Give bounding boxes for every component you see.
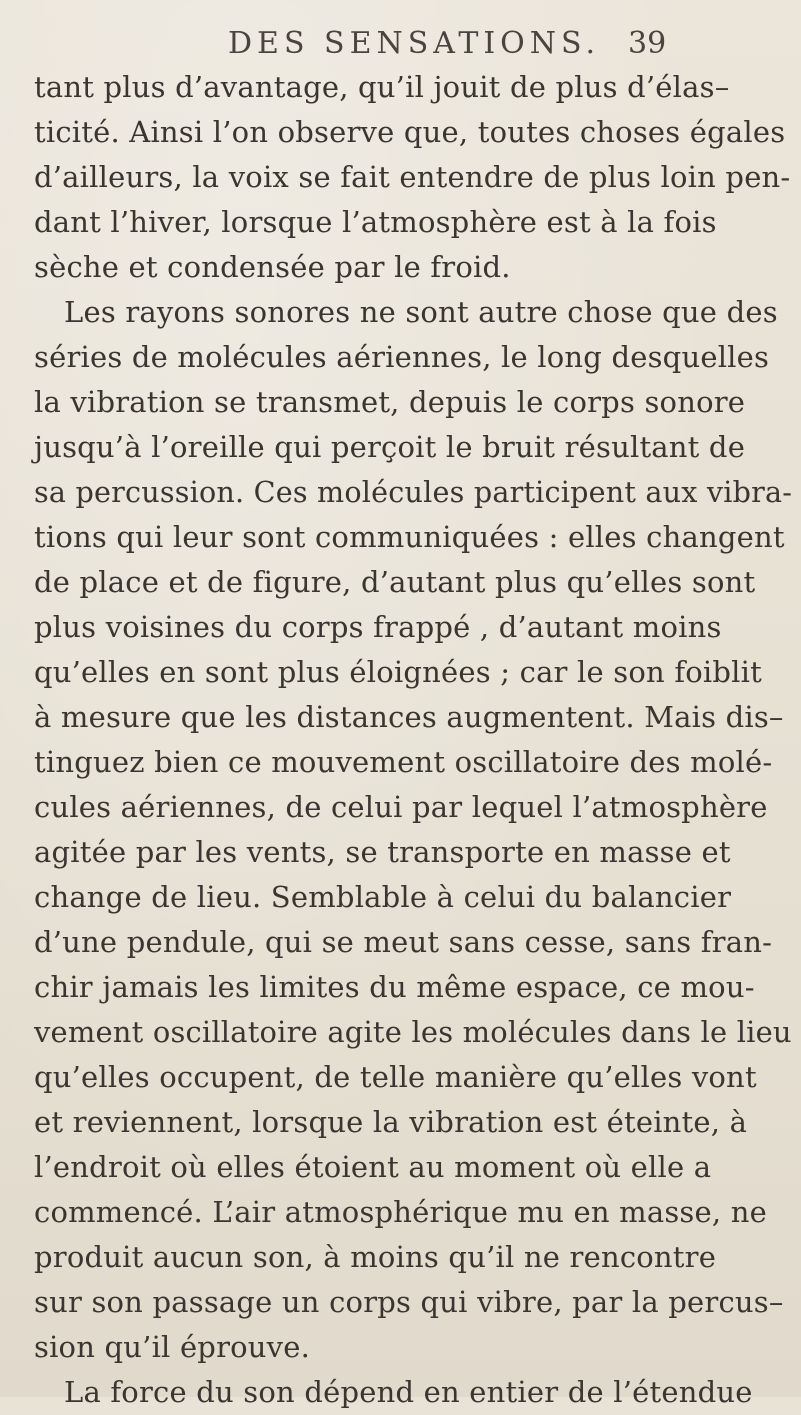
text-line: l’endroit où elles étoient au moment où elle a (34, 1150, 712, 1184)
text-line: d’une pendule, qui se meut sans cesse, sans fran- (34, 925, 773, 959)
page-number: 39 (628, 26, 667, 61)
running-title: DES SENSATIONS. (228, 26, 601, 61)
text-line: séries de molécules aériennes, le long desquelles (34, 340, 770, 374)
text-line: commencé. L’air atmosphérique mu en masse, ne (34, 1195, 767, 1229)
text-line: à mesure que les distances augmentent. Mais dis– (34, 700, 784, 734)
text-line: d’ailleurs, la voix se fait entendre de plus loin pen- (34, 160, 791, 194)
text-line: qu’elles en sont plus éloignées ; car le son foiblit (34, 655, 762, 689)
text-line: tinguez bien ce mouvement oscillatoire des molé- (34, 745, 773, 779)
text-line: vement oscillatoire agite les molécules dans le lieu (34, 1015, 792, 1049)
text-line: plus voisines du corps frappé , d’autant moins (34, 610, 722, 644)
text-line: change de lieu. Semblable à celui du balancier (34, 880, 732, 914)
page-header (0, 20, 801, 70)
paragraph-start-line: Les rayons sonores ne sont autre chose que des (64, 295, 778, 329)
text-line: produit aucun son, à moins qu’il ne rencontre (34, 1240, 717, 1274)
text-line: tant plus d’avantage, qu’il jouit de plus d’élas– (34, 70, 730, 104)
text-line: chir jamais les limites du même espace, ce mou- (34, 970, 755, 1004)
paragraph-start-line: La force du son dépend en entier de l’étendue (64, 1375, 753, 1409)
text-line: qu’elles occupent, de telle manière qu’elles vont (34, 1060, 757, 1094)
text-line: ticité. Ainsi l’on observe que, toutes choses égales (34, 115, 786, 149)
text-line: de place et de figure, d’autant plus qu’elles sont (34, 565, 756, 599)
text-line: sa percussion. Ces molécules participent aux vibra- (34, 475, 793, 509)
text-line: tions qui leur sont communiquées : elles changent (34, 520, 785, 554)
text-line: dant l’hiver, lorsque l’atmosphère est à la fois (34, 205, 717, 239)
text-line: jusqu’à l’oreille qui perçoit le bruit résultant de (34, 430, 746, 464)
text-line: la vibration se transmet, depuis le corps sonore (34, 385, 746, 419)
text-line: sur son passage un corps qui vibre, par la percus– (34, 1285, 784, 1319)
text-line: cules aériennes, de celui par lequel l’atmosphère (34, 790, 768, 824)
text-line: agitée par les vents, se transporte en masse et (34, 835, 731, 869)
text-line: sion qu’il éprouve. (34, 1330, 311, 1364)
text-line: sèche et condensée par le froid. (34, 250, 511, 284)
text-line: et reviennent, lorsque la vibration est éteinte, à (34, 1105, 748, 1139)
